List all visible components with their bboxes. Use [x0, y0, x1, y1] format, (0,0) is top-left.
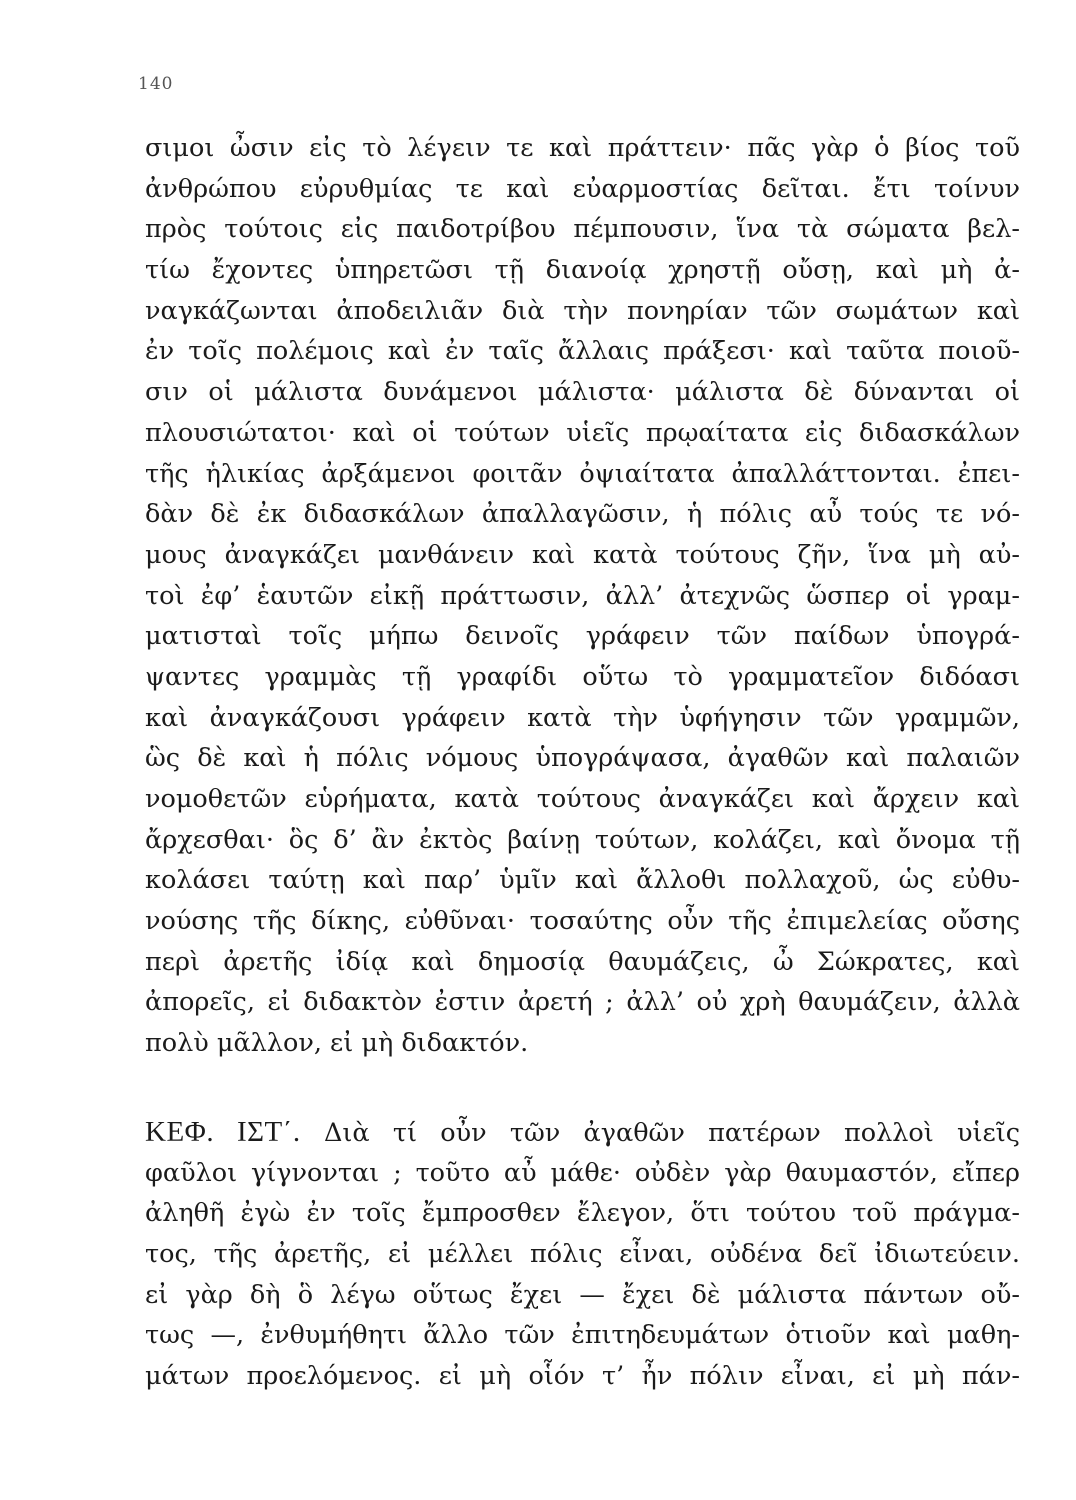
text-line: περὶ ἀρετῆς ἰδίᾳ καὶ δημοσίᾳ θαυμάζεις, ὦ Σώκρατες, καὶ — [145, 946, 1020, 977]
text-line: Διὰ τί οὖν τῶν ἀγαθῶν πατέρων πολλοὶ υἱεῖς — [300, 1118, 1021, 1148]
text-line: φαῦλοι γίγνονται ; τοῦτο αὖ μάθε· οὐδὲν γὰρ θαυμαστόν, εἴπερ — [145, 1157, 1020, 1188]
text-line: νούσης τῆς δίκης, εὐθῦναι· τοσαύτης οὖν τῆς ἐπιμελείας οὔσης — [145, 906, 1020, 937]
paragraph-2 — [145, 1112, 1020, 1397]
text-line: ἐν τοῖς πολέμοις καὶ ἐν ταῖς ἄλλαις πράξεσι· καὶ ταῦτα ποιοῦ- — [145, 336, 1020, 367]
text-line: τως —, ἐνθυμήθητι ἄλλο τῶν ἐπιτηδευμάτων ὁτιοῦν καὶ μαθη- — [145, 1320, 1020, 1351]
text-line: ἀπορεῖς, εἰ διδακτὸν ἐστιν ἀρετή ; ἀλλ’ οὐ χρὴ θαυμάζειν, ἀλλὰ — [145, 987, 1020, 1018]
text-line: δὰν δὲ ἐκ διδασκάλων ἀπαλλαγῶσιν, ἡ πόλις αὖ τούς τε νό- — [145, 499, 1020, 530]
text-line: ψαντες γραμμὰς τῇ γραφίδι οὕτω τὸ γραμματεῖον διδόασι — [145, 661, 1020, 692]
text-line: ναγκάζωνται ἀποδειλιᾶν διὰ τὴν πονηρίαν τῶν σωμάτων καὶ — [145, 295, 1020, 326]
text-line: ἀνθρώπου εὐρυθμίας τε καὶ εὐαρμοστίας δεῖται. ἔτι τοίνυν — [145, 173, 1020, 204]
chapter-heading: ΚΕΦ. ΙΣΤ΄. — [145, 1116, 301, 1148]
text-line: σιν οἱ μάλιστα δυνάμενοι μάλιστα· μάλιστα δὲ δύνανται οἱ — [145, 377, 1020, 408]
text-line: μάτων προελόμενος. εἰ μὴ οἷόν τ’ ἦν πόλιν εἶναι, εἰ μὴ πάν- — [145, 1361, 1020, 1392]
text-line: εἰ γὰρ δὴ ὃ λέγω οὕτως ἔχει — ἔχει δὲ μάλιστα πάντων οὔ- — [145, 1279, 1020, 1310]
text-line: νομοθετῶν εὑρήματα, κατὰ τούτους ἀναγκάζει καὶ ἄρχειν καὶ — [145, 784, 1020, 814]
text-line: μους ἀναγκάζει μανθάνειν καὶ κατὰ τούτους ζῆν, ἵνα μὴ αὐ- — [145, 539, 1020, 570]
text-line-with-heading — [145, 1112, 1020, 1153]
paragraph-1 — [145, 128, 1020, 1064]
text-line: κολάσει ταύτῃ καὶ παρ’ ὑμῖν καὶ ἄλλοθι πολλαχοῦ, ὡς εὐθυ- — [145, 865, 1020, 896]
text-line: ἀληθῆ ἐγὼ ἐν τοῖς ἔμπροσθεν ἔλεγον, ὅτι τούτου τοῦ πράγμα- — [145, 1198, 1020, 1229]
text-line: σιμοι ὦσιν εἰς τὸ λέγειν τε καὶ πράττειν· πᾶς γὰρ ὁ βίος τοῦ — [145, 133, 1020, 163]
text-line: τος, τῆς ἀρετῆς, εἰ μέλλει πόλις εἶναι, οὐδένα δεῖ ἰδιωτεύειν. — [145, 1239, 1020, 1270]
text-line: καὶ ἀναγκάζουσι γράφειν κατὰ τὴν ὑφήγησιν τῶν γραμμῶν, — [145, 702, 1020, 733]
text-line: πολὺ μᾶλλον, εἰ μὴ διδακτόν. — [145, 1028, 529, 1059]
text-line: τίω ἔχοντες ὑπηρετῶσι τῇ διανοίᾳ χρηστῇ οὔσῃ, καὶ μὴ ἀ- — [145, 255, 1020, 286]
text-line: πρὸς τούτοις εἰς παιδοτρίβου πέμπουσιν, ἵνα τὰ σώματα βελ- — [145, 214, 1020, 245]
text-line: ματισταὶ τοῖς μήπω δεινοῖς γράφειν τῶν παίδων ὑπογρά- — [145, 621, 1020, 652]
text-line: πλουσιώτατοι· καὶ οἱ τούτων υἱεῖς πρῳαίτατα εἰς διδασκάλων — [145, 417, 1020, 448]
text-line: ἄρχεσθαι· ὃς δ’ ἂν ἐκτὸς βαίνῃ τούτων, κολάζει, καὶ ὄνομα τῇ — [145, 824, 1020, 855]
text-line: τῆς ἡλικίας ἀρξάμενοι φοιτᾶν ὀψιαίτατα ἀπαλλάττονται. ἐπει- — [145, 458, 1020, 489]
text-line: τοὶ ἐφ’ ἑαυτῶν εἰκῇ πράττωσιν, ἀλλ’ ἀτεχνῶς ὥσπερ οἱ γραμ- — [145, 580, 1020, 611]
page-number: 140 — [138, 74, 174, 94]
text-line: ὣς δὲ καὶ ἡ πόλις νόμους ὑπογράψασα, ἀγαθῶν καὶ παλαιῶν — [145, 743, 1020, 774]
